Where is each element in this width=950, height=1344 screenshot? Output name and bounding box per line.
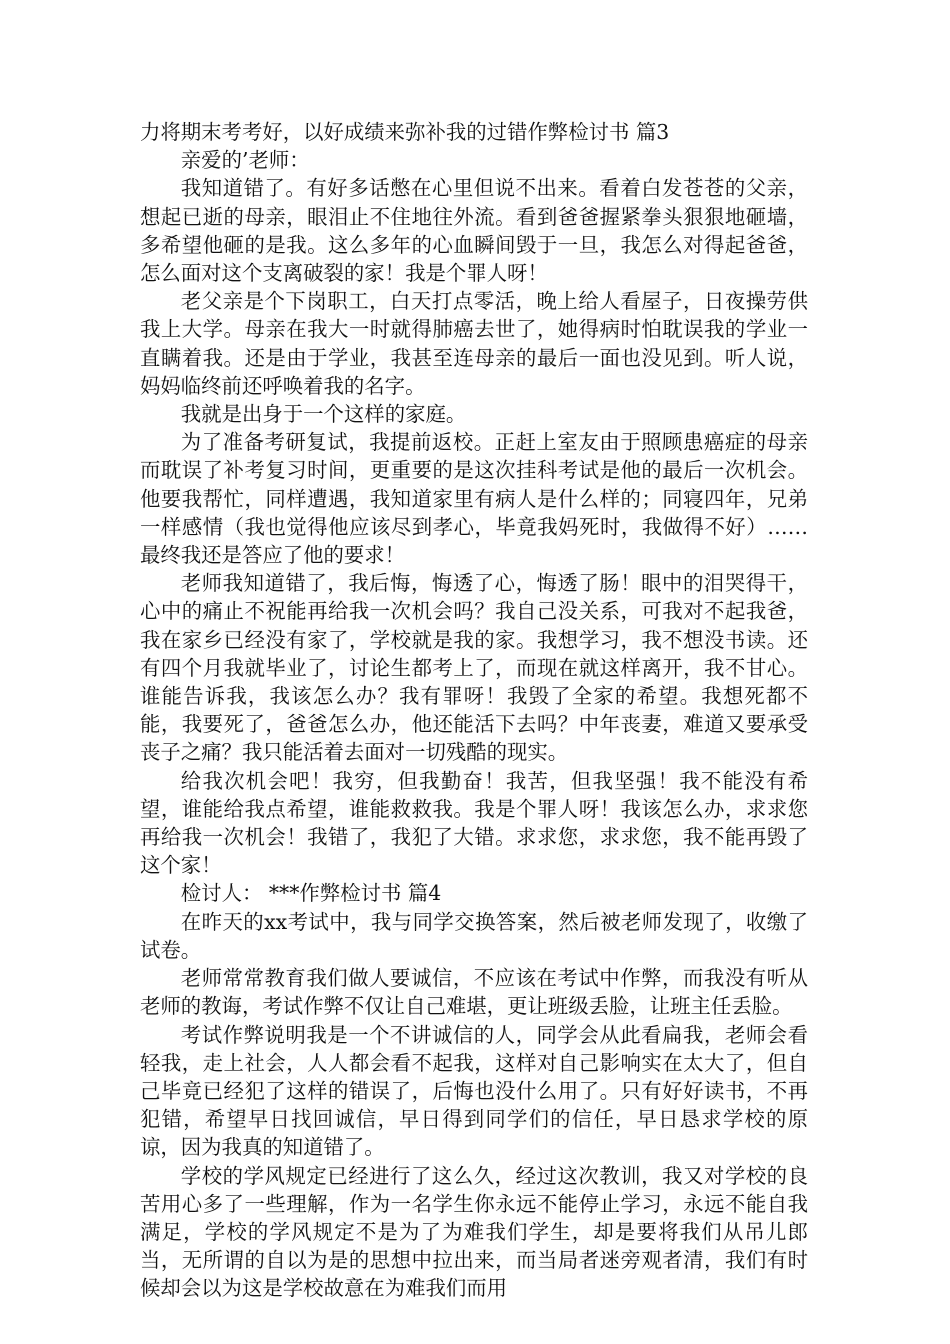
paragraph: 老父亲是个下岗职工，白天打点零活，晚上给人看屋子，日夜操劳供我上大学。母亲在我大一时就得肺癌去世了，她得病时怕耽误我的学业一直瞒着我。还是由于学业，我甚至连母亲的最后一面也没见到。听人说，妈妈临终前还呼唤着我的名字。 [140,289,808,398]
paragraph: 考试作弊说明我是一个不讲诚信的人，同学会从此看扁我，老师会看轻我，走上社会，人人都会看不起我，这样对自己影响实在太大了，但自己毕竟已经犯了这样的错误了，后悔也没什么用了。只有好好读书，不再犯错，希望早日找回诚信，早日得到同学们的信任，早日恳求学校的原谅，因为我真的知道错了。 [140,1022,808,1160]
paragraph: 老师常常教育我们做人要诚信，不应该在考试中作弊，而我没有听从老师的教诲，考试作弊不仅让自己难堪，更让班级丢脸，让班主任丢脸。 [140,966,808,1019]
paragraph: 我知道错了。有好多话憋在心里但说不出来。看着白发苍苍的父亲，想起已逝的母亲，眼泪止不住地往外流。看到爸爸握紧拳头狠狠地砸墙，多希望他砸的是我。这么多年的心血瞬间毁于一旦，我怎么对得起爸爸，怎么面对这个支离破裂的家！我是个罪人呀！ [140,176,808,286]
paragraph: 给我次机会吧！我穷，但我勤奋！我苦，但我坚强！我不能没有希望，谁能给我点希望，谁能救救我。我是个罪人呀！我该怎么办，求求您再给我一次机会！我错了，我犯了大错。求求您，求求您，我不能再毁了这个家！ [140,768,808,878]
signature-and-heading: 检讨人： ***作弊检讨书 篇4 [180,881,442,906]
continued-line: 力将期末考考好，以好成绩来弥补我的过错作弊检讨书 篇3 [140,120,670,144]
paragraph: 我就是出身于一个这样的家庭。 [180,402,467,427]
paragraph: 老师我知道错了，我后悔，悔透了心，悔透了肠！眼中的泪哭得干，心中的痛止不祝能再给我一次机会吗？我自己没关系，可我对不起我爸，我在家乡已经没有家了，学校就是我的家。我想学习，我不想没书读。还有四个月我就毕业了，讨论生都考上了，而现在就这样离开，我不甘心。谁能告诉我，我该怎么办？我有罪呀！我毁了全家的希望。我想死都不能，我要死了，爸爸怎么办，他还能活下去吗？中年丧妻，难道又要承受丧子之痛？我只能活着去面对一切残酷的现实。 [140,571,808,765]
paragraph: 学校的学风规定已经进行了这么久，经过这次教训，我又对学校的良苦用心多了一些理解，作为一名学生你永远不能停止学习，永远不能自我满足，学校的学风规定不是为了为难我们学生，却是要将我们从吊儿郎当，无所谓的自以为是的思想中拉出来，而当局者迷旁观者清，我们有时候却会以为这是学校故意在为难我们而用 [140,1163,808,1301]
salutation: 亲爱的’老师： [180,148,310,173]
paragraph: 为了准备考研复试，我提前返校。正赶上室友由于照顾患癌症的母亲而耽误了补考复习时间，更重要的是这次挂科考试是他的最后一次机会。他要我帮忙，同样遭遇，我知道家里有病人是什么样的；同寝四年，兄弟一样感情（我也觉得他应该尽到孝心，毕竟我妈死时，我做得不好）……最终我还是答应了他的要求！ [140,430,808,568]
document-page [140,118,808,1303]
paragraph: 在昨天的xx考试中，我与同学交换答案，然后被老师发现了，收缴了试卷。 [140,909,808,962]
